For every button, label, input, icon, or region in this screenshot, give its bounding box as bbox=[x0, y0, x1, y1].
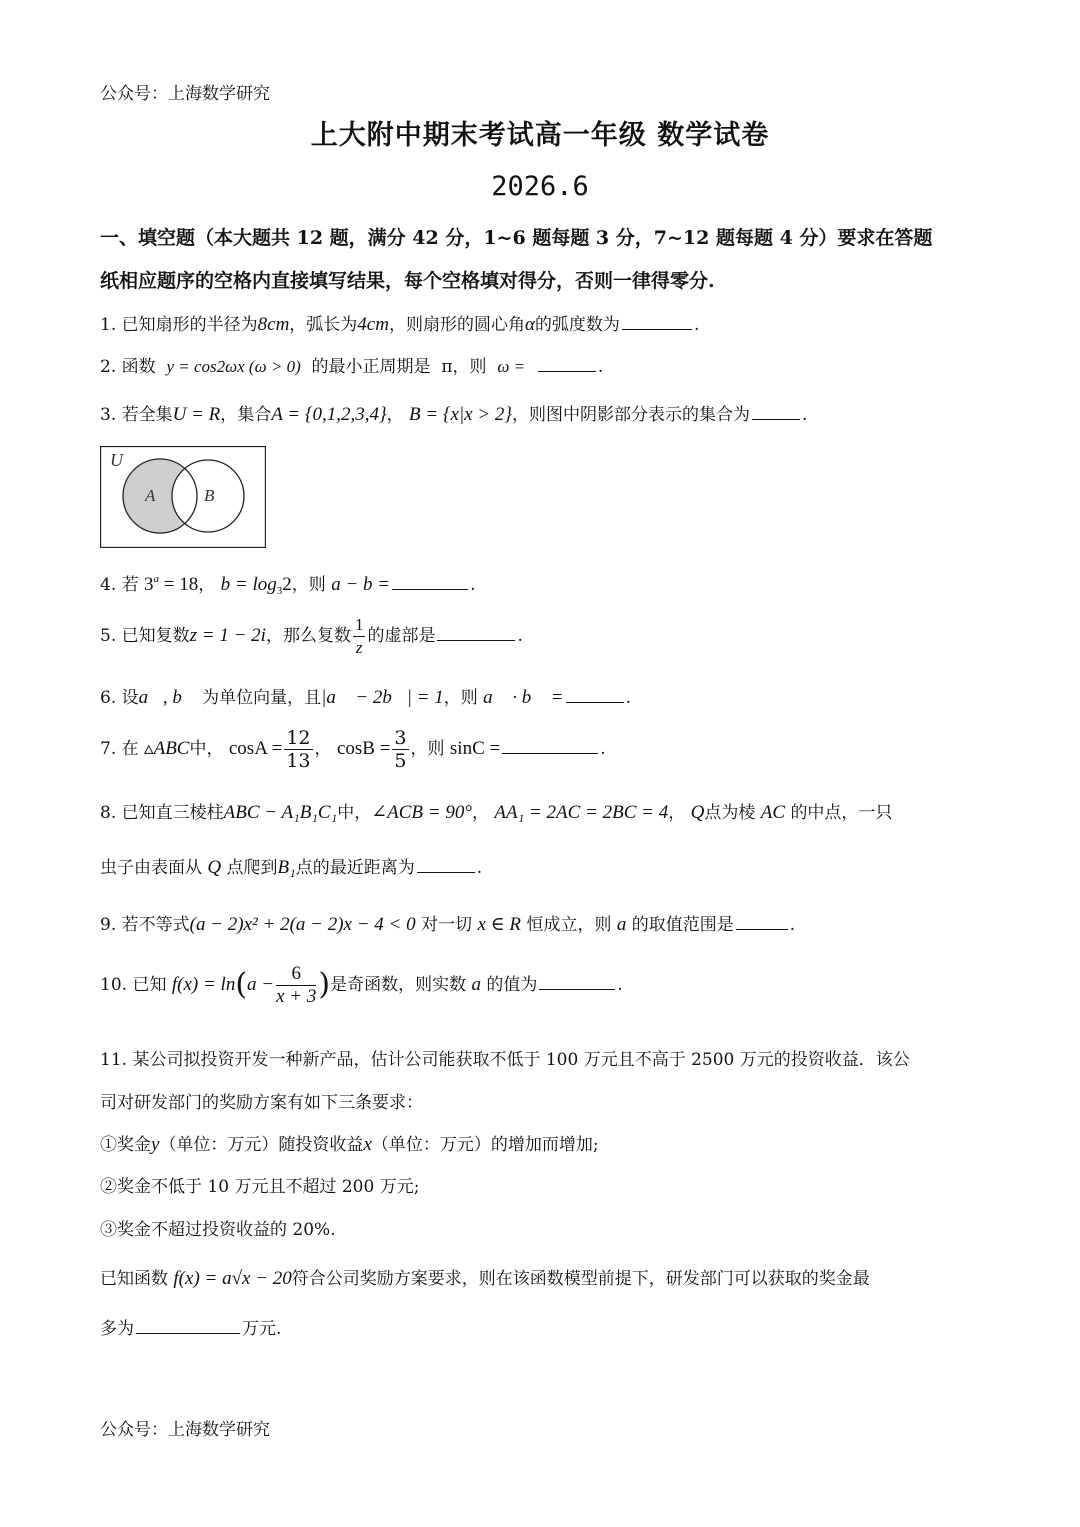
q-text: 点为棱 bbox=[704, 803, 756, 823]
question-2 bbox=[100, 352, 603, 377]
question-11-line7 bbox=[100, 1314, 281, 1339]
math-y: y bbox=[151, 1134, 160, 1155]
q-text: 的值为 bbox=[486, 975, 538, 995]
q-text: 若不等式 bbox=[121, 915, 190, 935]
exam-date: 2026.6 bbox=[491, 171, 589, 202]
answer-blank bbox=[417, 871, 475, 873]
q-end: . bbox=[625, 688, 631, 708]
math-point-b1: B₁ bbox=[277, 857, 296, 878]
q-text: 已知复数 bbox=[121, 626, 190, 646]
math-a: a bbox=[616, 914, 627, 935]
frac-denominator: 13 bbox=[286, 750, 311, 772]
math-fraction bbox=[353, 614, 366, 659]
math-point-q: Q bbox=[207, 857, 222, 878]
q-text: ，集合 bbox=[220, 405, 272, 425]
math-cos-b: cosB = bbox=[336, 738, 391, 759]
question-11-line1: 11. 某公司拟投资开发一种新产品，估计公司能获取不低于 100 万元且不高于 2500 万元的投资收益．该公 bbox=[100, 1050, 910, 1070]
math-universe: U = R bbox=[172, 404, 221, 425]
q-text: ， bbox=[198, 575, 216, 595]
venn-svg bbox=[100, 446, 266, 548]
question-11-item2: ②奖金不低于 10 万元且不超过 200 万元; bbox=[100, 1177, 420, 1197]
q-text: ， bbox=[314, 739, 332, 759]
answer-blank bbox=[502, 752, 598, 754]
q-number: 9. bbox=[100, 915, 117, 935]
q-text: ①奖金 bbox=[100, 1135, 151, 1155]
math-angle: ∠ACB = 90° bbox=[371, 802, 472, 823]
math-exp bbox=[144, 574, 198, 595]
venn-label-u: U bbox=[110, 450, 123, 470]
answer-blank bbox=[736, 928, 788, 930]
answer-blank bbox=[538, 370, 596, 372]
q-text: 的中点，一只 bbox=[790, 803, 893, 823]
paren-right: ) bbox=[318, 967, 331, 1002]
q-number: 1. bbox=[100, 315, 117, 335]
question-4 bbox=[100, 570, 476, 597]
q-end: . bbox=[789, 915, 796, 935]
math-point-q: Q bbox=[690, 802, 705, 823]
footer-watermark: 公众号：上海数学研究 bbox=[100, 1420, 270, 1440]
q-text: 的最小正周期是 bbox=[311, 357, 431, 377]
question-6 bbox=[100, 683, 631, 709]
answer-blank bbox=[752, 418, 800, 420]
q-end: . bbox=[617, 975, 623, 995]
q-text: 万元. bbox=[242, 1319, 282, 1339]
frac-numerator: 3 bbox=[394, 727, 407, 749]
venn-label-a: A bbox=[145, 486, 156, 505]
q-text: 的弧度数为 bbox=[534, 315, 620, 335]
math-value: = 18 bbox=[159, 574, 199, 595]
section-instructions-line1: 一、填空题（本大题共 12 题，满分 42 分，1~6 题每题 3 分，7~12 题每题 4 分）要求在答题 bbox=[100, 227, 933, 249]
q-text: 中， bbox=[337, 803, 372, 823]
math-vectors: a⃗, b⃗ bbox=[138, 687, 197, 708]
math-inner: a − bbox=[247, 974, 275, 995]
frac-denominator: x + 3 bbox=[276, 986, 317, 1007]
math-base: 3 bbox=[144, 574, 154, 595]
q-text: ，则图中阴影部分表示的集合为 bbox=[512, 405, 751, 425]
math-log-arg: 2 bbox=[282, 574, 292, 595]
frac-denominator: 5 bbox=[394, 750, 407, 772]
q-text: ， bbox=[668, 803, 686, 823]
q-end: . bbox=[597, 357, 604, 377]
math-fraction-b bbox=[392, 727, 408, 772]
q-text: 已知扇形的半径为 bbox=[121, 315, 258, 335]
math-function: f(x) = a√x − 20 bbox=[173, 1268, 292, 1289]
math-alpha: α bbox=[524, 314, 535, 335]
question-8-line1 bbox=[100, 798, 892, 824]
answer-blank bbox=[437, 639, 515, 641]
math-x: x bbox=[363, 1134, 372, 1155]
q-text: 符合公司奖励方案要求，则在该函数模型前提下，研发部门可以获取的奖金最 bbox=[291, 1269, 870, 1289]
math-arc: 4cm bbox=[357, 314, 389, 335]
q-text: ， bbox=[386, 405, 404, 425]
math-set-a: A = {0,1,2,3,4} bbox=[271, 404, 387, 425]
math-sin-c: sinC = bbox=[449, 738, 501, 759]
math-a: a bbox=[471, 974, 482, 995]
q-number: 5. bbox=[100, 626, 117, 646]
q-text: （单位：万元）随投资收益 bbox=[159, 1135, 364, 1155]
q-text: ，弧长为 bbox=[289, 315, 358, 335]
q-number: 7. bbox=[100, 739, 117, 759]
q-text: 虫子由表面从 bbox=[100, 858, 202, 878]
math-log-text: b = log bbox=[220, 574, 277, 595]
q-text: ，那么复数 bbox=[265, 626, 351, 646]
q-end: . bbox=[693, 315, 700, 335]
q-end: . bbox=[476, 858, 483, 878]
math-difference: a − b = bbox=[331, 574, 391, 595]
question-11-line2: 司对研发部门的奖励方案有如下三条要求： bbox=[100, 1093, 423, 1113]
q-number: 2. bbox=[100, 357, 117, 377]
exam-title: 上大附中期末考试高一年级 数学试卷 bbox=[310, 120, 770, 151]
math-log-base: 3 bbox=[276, 585, 283, 597]
q-number: 6. bbox=[100, 688, 117, 708]
answer-blank bbox=[136, 1332, 240, 1334]
q-end: . bbox=[470, 575, 476, 595]
question-11-line6 bbox=[100, 1264, 870, 1290]
math-fraction bbox=[276, 963, 316, 1008]
answer-blank bbox=[566, 701, 624, 703]
question-9 bbox=[100, 910, 795, 936]
venn-diagram bbox=[100, 446, 266, 548]
frac-numerator: 12 bbox=[286, 727, 311, 749]
math-omega: ω = bbox=[497, 357, 526, 376]
math-edge-ac: AC bbox=[760, 802, 786, 823]
q-text: 多为 bbox=[100, 1319, 134, 1339]
q-end: . bbox=[802, 405, 808, 425]
q-text: ，则 bbox=[443, 688, 478, 708]
q-text: （单位：万元）的增加而增加; bbox=[371, 1135, 599, 1155]
frac-denominator: z bbox=[355, 638, 363, 657]
math-log bbox=[221, 574, 292, 595]
section-instructions-line2: 纸相应题序的空格内直接填写结果，每个空格填对得分，否则一律得零分. bbox=[100, 270, 715, 292]
q-text: 在 bbox=[121, 739, 139, 759]
q-number: 10. bbox=[100, 975, 128, 995]
question-8-line2 bbox=[100, 853, 482, 879]
math-dot-product: a⃗ · b⃗ = bbox=[483, 687, 564, 708]
q-text: 函数 bbox=[121, 357, 156, 377]
q-text: 已知 bbox=[132, 975, 167, 995]
math-function: y = cos2ωx (ω > 0) bbox=[166, 357, 301, 376]
math-norm: |a⃗ − 2b⃗| = 1 bbox=[321, 687, 444, 708]
q-text: 若全集 bbox=[121, 405, 173, 425]
q-text: 是奇函数，则实数 bbox=[330, 975, 467, 995]
q-text: 已知直三棱柱 bbox=[121, 803, 224, 823]
math-pi: π bbox=[441, 357, 453, 377]
math-exponent: a bbox=[153, 573, 160, 585]
q-text: ，则 bbox=[410, 739, 445, 759]
math-fraction-a bbox=[284, 727, 312, 772]
q-text: 的取值范围是 bbox=[631, 915, 734, 935]
frac-numerator: 1 bbox=[353, 614, 366, 637]
question-1 bbox=[100, 310, 699, 336]
q-text: 为单位向量，且 bbox=[202, 688, 322, 708]
math-radius: 8cm bbox=[257, 314, 290, 335]
question-5 bbox=[100, 614, 523, 659]
answer-blank bbox=[539, 988, 615, 990]
math-prism: ABC − A₁B₁C₁ bbox=[223, 802, 338, 823]
q-text: 对一切 bbox=[421, 915, 473, 935]
math-triangle: ▵ABC bbox=[144, 738, 190, 759]
q-text: ，则扇形的圆心角 bbox=[388, 315, 525, 335]
math-function: f(x) = ln bbox=[171, 974, 236, 995]
q-text: ，则 bbox=[291, 575, 326, 595]
q-text: ，则 bbox=[452, 357, 487, 377]
q-text: 已知函数 bbox=[100, 1269, 168, 1289]
question-10 bbox=[100, 963, 623, 1008]
q-text: 点的最近距离为 bbox=[295, 858, 415, 878]
paren-left: ( bbox=[235, 967, 248, 1002]
frac-numerator: 6 bbox=[276, 963, 316, 986]
q-number: 8. bbox=[100, 803, 117, 823]
math-lengths: AA₁ = 2AC = 2BC = 4 bbox=[494, 802, 669, 823]
question-3 bbox=[100, 400, 807, 426]
math-inequality: (a − 2)x² + 2(a − 2)x − 4 < 0 bbox=[189, 914, 416, 935]
venn-label-b: B bbox=[204, 486, 215, 505]
q-text: 若 bbox=[121, 575, 139, 595]
math-complex: z = 1 − 2i bbox=[189, 625, 266, 646]
q-text: ， bbox=[471, 803, 489, 823]
q-text: 中， bbox=[189, 739, 224, 759]
q-end: . bbox=[517, 626, 523, 646]
q-text: 点爬到 bbox=[226, 858, 278, 878]
math-set-b: B = {x|x > 2} bbox=[408, 404, 513, 425]
q-number: 4. bbox=[100, 575, 117, 595]
q-end: . bbox=[600, 739, 606, 759]
math-cos-a: cosA = bbox=[228, 738, 283, 759]
header-watermark: 公众号：上海数学研究 bbox=[100, 84, 270, 104]
math-domain: x ∈ R bbox=[477, 914, 522, 935]
q-text: 设 bbox=[121, 688, 139, 708]
q-text: 的虚部是 bbox=[367, 626, 436, 646]
answer-blank bbox=[622, 328, 692, 330]
q-number: 3. bbox=[100, 405, 117, 425]
question-11-item1 bbox=[100, 1130, 599, 1156]
q-text: 恒成立，则 bbox=[526, 915, 612, 935]
question-7 bbox=[100, 727, 606, 772]
question-11-item3: ③奖金不超过投资收益的 20%. bbox=[100, 1220, 336, 1240]
answer-blank bbox=[392, 588, 468, 590]
